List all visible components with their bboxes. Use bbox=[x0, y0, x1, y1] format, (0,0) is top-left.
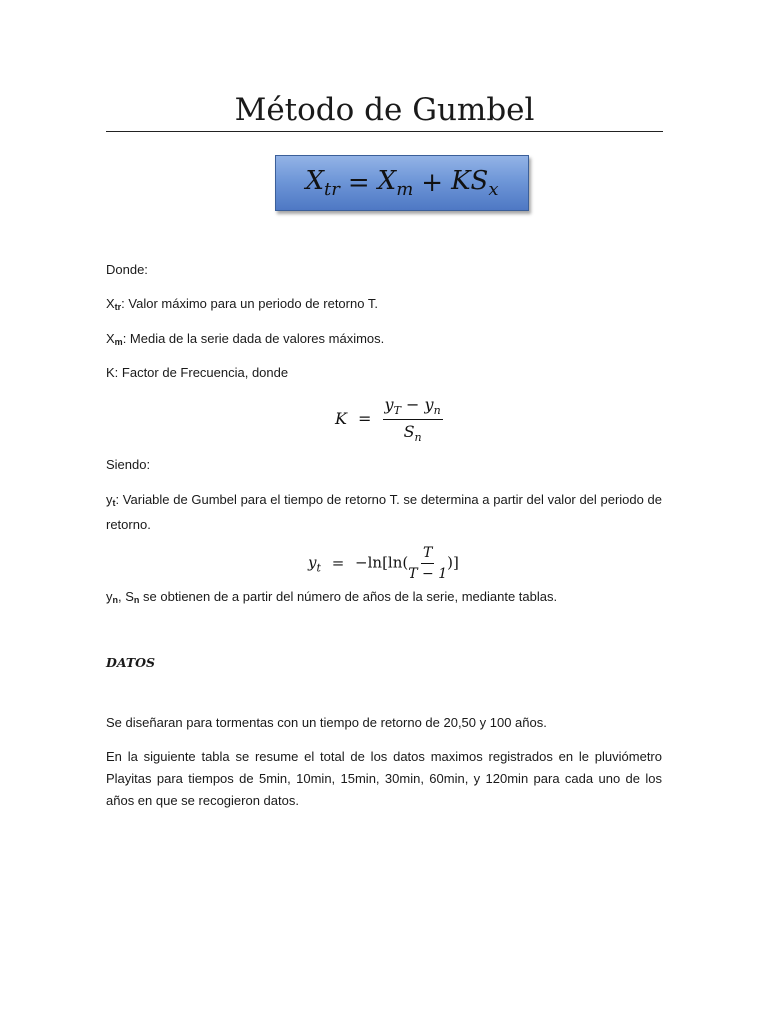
main-formula-box bbox=[275, 155, 529, 211]
paragraph-design: Se diseñaran para tormentas con un tiempo de retorno de 20,50 y 100 años. bbox=[106, 715, 547, 730]
paragraph-table-intro: En la siguiente tabla se resume el total de los datos maximos registrados en le pluviómetro Playitas para tiempos de 5min, 10min, 15min, 30min, 60min, y 120min para cada uno de los años en que se recogieron datos. bbox=[106, 749, 662, 808]
datos-heading: DATOS bbox=[106, 655, 156, 670]
definition-xm: $X_m$: Media de la serie dada de valores máximos. bbox=[106, 331, 385, 347]
definition-yt: $y_t$: Variable de Gumbel para el tiempo de retorno T. se determina a partir del valor del periodo de retorno. bbox=[106, 492, 662, 532]
formula-xtr: $X_{tr}$ bbox=[305, 165, 340, 201]
k-formula: K = $\frac{y_T - y_n}{S_n}$ bbox=[335, 395, 441, 445]
formula-equals: = bbox=[347, 168, 370, 198]
yt-formula: $y_t = -\ln[\ln$( $\frac{T}{T - 1}$ )] bbox=[308, 545, 459, 582]
formula-plus: + bbox=[421, 168, 444, 198]
title-rule bbox=[106, 131, 663, 132]
formula-ksx: $KS_x$ bbox=[451, 165, 499, 201]
siendo-label: Siendo: bbox=[106, 457, 151, 472]
definition-yn-sn: $y_n$, $S_n$ se obtienen de a partir del número de años de la serie, mediante tablas. bbox=[106, 589, 558, 605]
formula-xm: $X_m$ bbox=[377, 165, 414, 201]
definition-k: K: Factor de Frecuencia, donde bbox=[106, 365, 289, 380]
donde-label: Donde: bbox=[106, 262, 148, 277]
page-title: Método de Gumbel bbox=[234, 92, 535, 128]
definition-xtr: $X_{tr}$: Valor máximo para un periodo de retorno T. bbox=[106, 296, 378, 312]
